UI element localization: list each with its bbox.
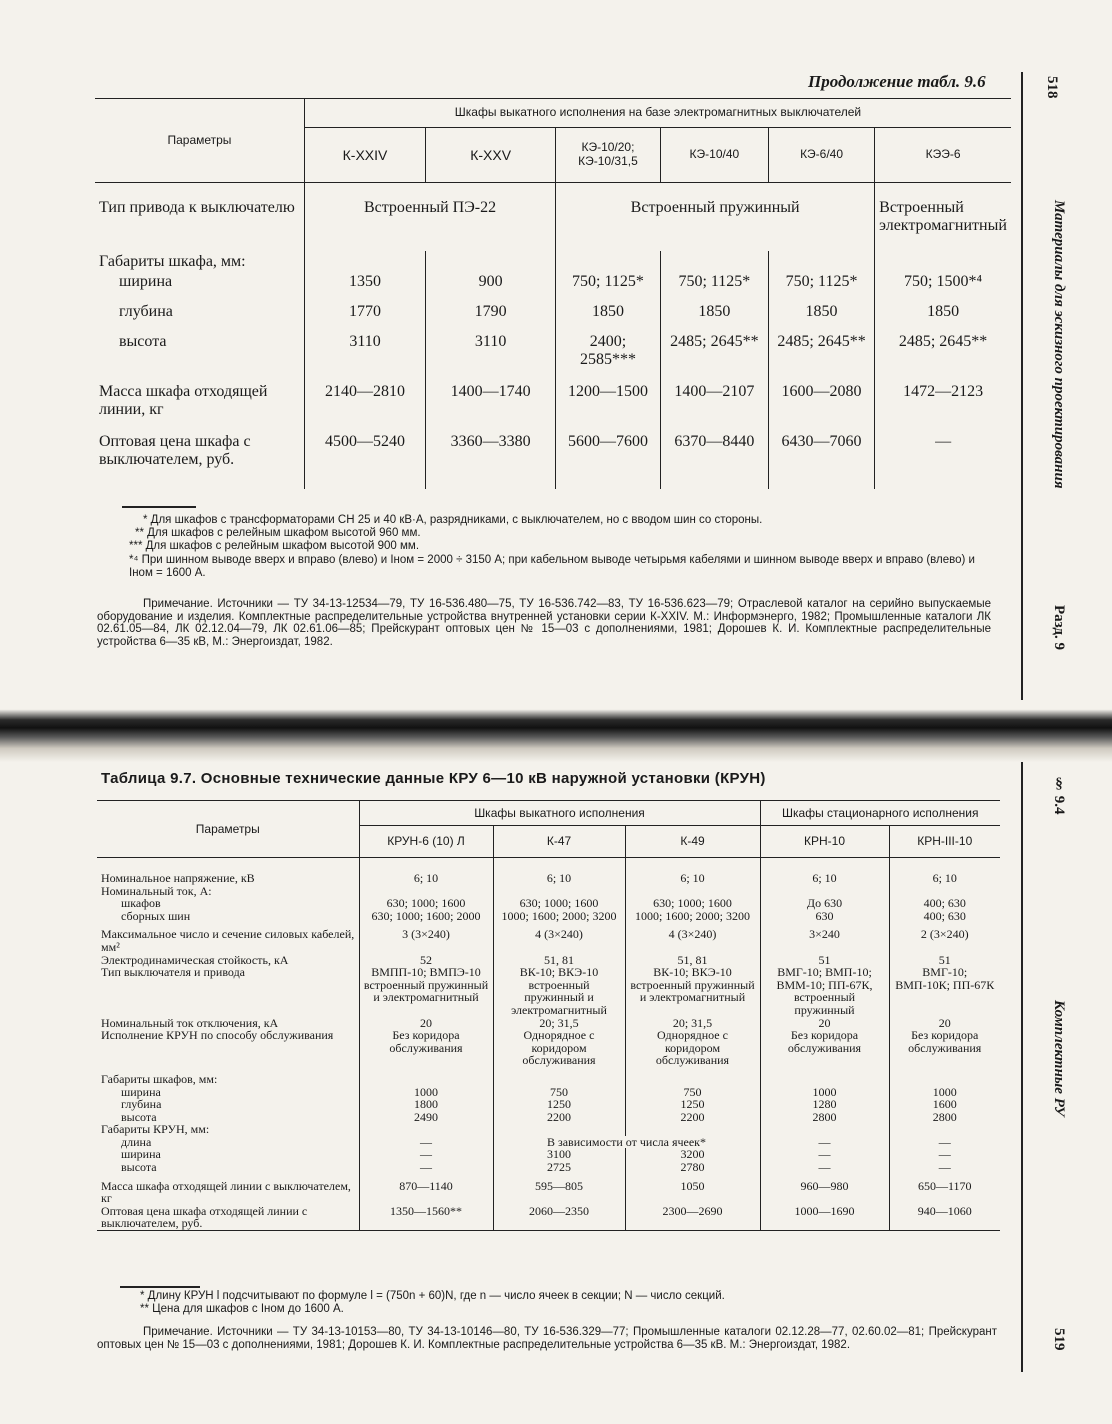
cell: 630 <box>760 910 889 923</box>
cell: ВМПП-10; ВМПЭ-10 встроенный пружинный и электромагнитный <box>359 966 493 1016</box>
cell <box>889 1067 1000 1086</box>
side-section-lower: Комплектные РУ <box>1051 1000 1067 1117</box>
cell: 6; 10 <box>493 858 625 885</box>
cell: 3×240 <box>760 922 889 953</box>
cell: 1600 <box>889 1098 1000 1111</box>
cell: До 630 <box>760 897 889 910</box>
cell: 2 (3×240) <box>889 922 1000 953</box>
row-label: Габариты КРУН, мм: <box>101 1122 210 1137</box>
cell: ВК-10; ВКЭ-10 встроенный пружинный и электромагнитный <box>493 966 625 1016</box>
cell: 4 (3×240) <box>493 922 625 953</box>
row-label: Габариты шкафа, мм: <box>99 253 246 270</box>
row-label: Тип выключателя и привода <box>101 965 245 980</box>
row-label: длина <box>121 1134 152 1149</box>
table-row <box>97 858 1000 885</box>
cell: 20; 31,5 <box>625 1017 760 1030</box>
cell: 1000—1690 <box>760 1205 889 1231</box>
cell: 1250 <box>493 1098 625 1111</box>
cell: 20 <box>760 1017 889 1030</box>
cell: 400; 630 <box>889 910 1000 923</box>
continuation-heading: Продолжение табл. 9.6 <box>808 72 986 91</box>
cell <box>625 1067 760 1086</box>
cell: 51, 81 <box>493 954 625 967</box>
cell: 1790 <box>426 303 556 333</box>
cell: Без коридора обслуживания <box>760 1029 889 1067</box>
table2-note: Примечание. Источники — ТУ 34-13-10153—80, ТУ 34-13-10146—80, ТУ 16-536.329—77; Промышленные каталоги 02.12.28—77, 02.60.02—81; Прейскурант оптовых цен № 15—03 с дополнениями, 1981; Дорошев К. И. Комплектные распределительные устройства 6—35 кВ. М.: Энергоиздат, 1982. <box>97 1326 997 1351</box>
cell: 900 <box>426 273 556 303</box>
table-row <box>95 377 1011 427</box>
cell: Встроенный ПЭ-22 <box>304 183 555 252</box>
table-9-7 <box>97 800 1000 1231</box>
row-label: высота <box>119 333 167 350</box>
cell: 750; 1125* <box>660 273 768 303</box>
cell: 1000; 1600; 2000; 3200 <box>493 910 625 923</box>
col-header: КЭ-6/40 <box>768 128 874 183</box>
cell: 6; 10 <box>760 858 889 885</box>
footnote: * Для шкафов с трансформаторами СН 25 и 40 кВ·А, разрядниками, с выключателем, но с вводом шин со стороны. <box>143 514 763 526</box>
cell: 51 <box>889 954 1000 967</box>
cell: Встроенный электромагнитный <box>875 183 1011 252</box>
row-label: Номинальное напряжение, кВ <box>101 871 255 885</box>
cell: 6; 10 <box>625 858 760 885</box>
cell: 1350—1560** <box>359 1205 493 1231</box>
cell: 960—980 <box>760 1174 889 1205</box>
table-row <box>97 966 1000 1016</box>
cell: Однорядное с коридором обслуживания <box>625 1029 760 1067</box>
cell: — <box>359 1136 493 1149</box>
row-label: Номинальный ток, А: <box>101 883 212 898</box>
cell: 3360—3380 <box>426 427 556 489</box>
cell: 2060—2350 <box>493 1205 625 1231</box>
cell: — <box>875 427 1011 489</box>
table-9-6 <box>95 98 1011 489</box>
cell: 630; 1000; 1600 <box>359 897 493 910</box>
cell: 2800 <box>760 1111 889 1124</box>
col-header: К-47 <box>493 826 625 858</box>
cell: 51 <box>760 954 889 967</box>
cell <box>889 1123 1000 1136</box>
table-row <box>97 1098 1000 1111</box>
footnote: *** Для шкафов с релейным шкафом высотой 900 мм. <box>129 540 420 553</box>
table-row <box>95 273 1011 303</box>
table-9-7-title: Таблица 9.7. Основные технические данные КРУ 6—10 кВ наружной установки (КРУН) <box>101 770 766 787</box>
cell: 3 (3×240) <box>359 922 493 953</box>
cell <box>359 1067 493 1086</box>
cell: 5600—7600 <box>556 427 661 489</box>
col-header: КЭ-10/40 <box>660 128 768 183</box>
cell: Без коридора обслуживания <box>359 1029 493 1067</box>
cell: 2485; 2645** <box>768 333 874 377</box>
cell: 1200—1500 <box>556 377 661 427</box>
table-row <box>95 251 1011 273</box>
table-row <box>97 1205 1000 1231</box>
row-label: Оптовая цена шкафа с выключателем, руб. <box>99 433 251 469</box>
cell: 3110 <box>426 333 556 377</box>
cell: 1400—1740 <box>426 377 556 427</box>
cell: 6; 10 <box>889 858 1000 885</box>
table2-footnotes <box>140 1290 1000 1316</box>
cell: 750 <box>493 1086 625 1099</box>
cell: ВК-10; ВКЭ-10 встроенный пружинный и электромагнитный <box>625 966 760 1016</box>
page-number-top <box>1043 76 1067 104</box>
cell: 2140—2810 <box>304 377 425 427</box>
cell: 1850 <box>875 303 1011 333</box>
cell: 1850 <box>768 303 874 333</box>
table-row <box>97 922 1000 953</box>
cell: 1350 <box>304 273 425 303</box>
row-label: ширина <box>119 273 173 290</box>
cell: 52 <box>359 954 493 967</box>
cell: Встроенный пружинный <box>556 183 875 252</box>
table-row <box>97 910 1000 923</box>
cell: — <box>760 1148 889 1161</box>
cell: 2490 <box>359 1111 493 1124</box>
side-section-num: § 9.4 <box>1051 776 1067 815</box>
param-header: Параметры <box>97 801 359 858</box>
cell: 630; 1000; 1600 <box>625 897 760 910</box>
cell: — <box>889 1148 1000 1161</box>
row-label: глубина <box>119 303 173 320</box>
table-row <box>97 1111 1000 1124</box>
cell: 2485; 2645** <box>875 333 1011 377</box>
col-header: К-XXV <box>426 128 556 183</box>
cell: 2725 <box>493 1161 625 1174</box>
cell: — <box>359 1148 493 1161</box>
cell: 3110 <box>304 333 425 377</box>
cell: 6; 10 <box>359 858 493 885</box>
param-header: Параметры <box>95 99 304 183</box>
cell: — <box>760 1161 889 1174</box>
cell: 1050 <box>625 1174 760 1205</box>
cell <box>493 1123 625 1136</box>
cell: 1400—2107 <box>660 377 768 427</box>
cell: 3200 <box>625 1148 760 1161</box>
cell: 1000 <box>359 1086 493 1099</box>
table-row <box>97 897 1000 910</box>
row-label: ширина <box>121 1147 161 1162</box>
cell: 1000 <box>760 1086 889 1099</box>
cell: 750; 1500*⁴ <box>875 273 1011 303</box>
cell: 870—1140 <box>359 1174 493 1205</box>
cell: 2400; 2585*** <box>556 333 661 377</box>
cell: 595—805 <box>493 1174 625 1205</box>
cell <box>625 1123 760 1136</box>
table1-note: Примечание. Источники — ТУ 34-13-12534—79, ТУ 16-536.480—75, ТУ 16-536.742—83, ТУ 16-536.623—79; Отраслевой каталог на серийно выпускаемые оборудование и изделия. Комплектные распределительные устройства внутренней установки серии К-XXIV. М.: Информэнерго, 1982; Промышленные каталоги ЛК 02.61.05—84, ЛК 02.12.04—79, ЛК 02.61.06—85; Прейскурант оптовых цен № 15—03 с дополнениями, 1981; Дорошев К. И. Комплектные распределительные устройства 6—35 кВ, М.: Энергоиздат, 1982. <box>97 598 991 648</box>
footnote: ** Цена для шкафов с Iном до 1600 А. <box>140 1303 344 1316</box>
cell: 1800 <box>359 1098 493 1111</box>
table-body <box>97 858 1000 1231</box>
cell: 20; 31,5 <box>493 1017 625 1030</box>
page-number-bottom: 519 <box>1051 1328 1067 1351</box>
cell: 1280 <box>760 1098 889 1111</box>
cell: — <box>889 1136 1000 1149</box>
cell: 750; 1125* <box>556 273 661 303</box>
table-row <box>95 303 1011 333</box>
cell: 1850 <box>660 303 768 333</box>
table-row <box>97 1067 1000 1086</box>
row-label: ширина <box>121 1084 161 1099</box>
cell: 1000 <box>889 1086 1000 1099</box>
cell: 3100 <box>493 1148 625 1161</box>
row-label: глубина <box>121 1097 162 1112</box>
group-header: Шкафы выкатного исполнения <box>359 801 760 826</box>
row-label: высота <box>121 1160 157 1175</box>
cell: 630; 1000; 1600 <box>493 897 625 910</box>
cell: 1600—2080 <box>768 377 874 427</box>
table-header-row <box>95 99 1011 128</box>
col-header: КРН-10 <box>760 826 889 858</box>
cell: — <box>889 1161 1000 1174</box>
cell: 2485; 2645** <box>660 333 768 377</box>
cell: 2300—2690 <box>625 1205 760 1231</box>
cell: 1472—2123 <box>875 377 1011 427</box>
row-label: Тип привода к выключателю <box>99 199 295 216</box>
row-label: Номинальный ток отключения, кА <box>101 1015 279 1030</box>
row-label: шкафов <box>121 896 161 911</box>
cell: 750; 1125* <box>768 273 874 303</box>
col-header: К-49 <box>625 826 760 858</box>
table-row <box>95 333 1011 377</box>
cell: — <box>359 1161 493 1174</box>
cell: 2200 <box>625 1111 760 1124</box>
side-section-title: Материалы для эскизного проектирования <box>1051 200 1067 489</box>
col-header: КЭЭ-6 <box>875 128 1011 183</box>
footnote-rule <box>120 1286 200 1288</box>
table-row <box>97 1123 1000 1136</box>
cell: 1770 <box>304 303 425 333</box>
footnote: ** Для шкафов с релейным шкафом высотой 960 мм. <box>135 527 421 540</box>
row-label: Электродинамическая стойкость, кА <box>101 952 289 967</box>
cell: 400; 630 <box>889 897 1000 910</box>
table-row <box>97 1029 1000 1067</box>
table-row <box>97 1161 1000 1174</box>
row-label: Масса шкафа отходящей линии с выключателем, кг <box>101 1178 351 1206</box>
group-header: Шкафы выкатного исполнения на базе электромагнитных выключателей <box>304 99 1011 128</box>
cell: 51, 81 <box>625 954 760 967</box>
row-label: Габариты шкафов, мм: <box>101 1071 218 1086</box>
cell: Однорядное с коридором обслуживания <box>493 1029 625 1067</box>
cell: 2800 <box>889 1111 1000 1124</box>
cell: 630; 1000; 1600; 2000 <box>359 910 493 923</box>
row-label: сборных шин <box>121 908 191 923</box>
cell: 1850 <box>556 303 661 333</box>
row-label: Исполнение КРУН по способу обслуживания <box>101 1028 334 1043</box>
footnote: *⁴ При шинном выводе вверх и вправо (влево) и Iном = 2000 ÷ 3150 А; при кабельном выводе четырьмя кабелями и шинном выводе вверх и вправо (влево) и Iном = 1600 А. <box>129 553 975 579</box>
cell: ВМГ-10; ВМП-10К; ПП-67К <box>889 966 1000 1016</box>
row-label: Масса шкафа отходящей линии, кг <box>99 383 268 419</box>
row-label: Оптовая цена шкафа отходящей линии с выключателем, руб. <box>101 1203 308 1231</box>
page-number-top-text: 518 <box>1044 76 1060 99</box>
cell: 1000; 1600; 2000; 3200 <box>625 910 760 923</box>
cell <box>760 1123 889 1136</box>
cell: ВМГ-10; ВМП-10; ВММ-10; ПП-67К, встроенный пружинный <box>760 966 889 1016</box>
cell: 4500—5240 <box>304 427 425 489</box>
table1-footnotes <box>97 514 997 580</box>
col-header: КРУН-6 (10) Л <box>359 826 493 858</box>
cell <box>760 1067 889 1086</box>
group-header: Шкафы стационарного исполнения <box>760 801 1000 826</box>
col-header: КРН-III-10 <box>889 826 1000 858</box>
cell: 20 <box>889 1017 1000 1030</box>
cell <box>493 1067 625 1086</box>
table-row <box>95 427 1011 489</box>
cell-spanning: В зависимости от числа ячеек* <box>493 1136 760 1149</box>
row-label: Максимальное число и сечение силовых кабелей, мм² <box>101 927 355 954</box>
cell: — <box>760 1136 889 1149</box>
col-header: К-XXIV <box>304 128 425 183</box>
cell: 6370—8440 <box>660 427 768 489</box>
cell: 4 (3×240) <box>625 922 760 953</box>
cell: 940—1060 <box>889 1205 1000 1231</box>
footnote: * Длину КРУН l подсчитывают по формуле l = (750n + 60)N, где n — число ячеек в секции; N — число секций. <box>140 1290 725 1302</box>
cell: Без коридора обслуживания <box>889 1029 1000 1067</box>
cell: 750 <box>625 1086 760 1099</box>
cell: 20 <box>359 1017 493 1030</box>
table-row <box>95 183 1011 252</box>
row-label: высота <box>121 1109 157 1124</box>
cell: 2780 <box>625 1161 760 1174</box>
cell: 2200 <box>493 1111 625 1124</box>
cell: 6430—7060 <box>768 427 874 489</box>
col-header: КЭ-10/20; КЭ-10/31,5 <box>556 128 661 183</box>
cell: 650—1170 <box>889 1174 1000 1205</box>
table-row <box>97 1174 1000 1205</box>
cell <box>359 1123 493 1136</box>
footnote-rule <box>122 506 196 508</box>
side-razd: Разд. 9 <box>1051 605 1067 651</box>
cell: 1250 <box>625 1098 760 1111</box>
page-gap <box>0 700 1112 762</box>
